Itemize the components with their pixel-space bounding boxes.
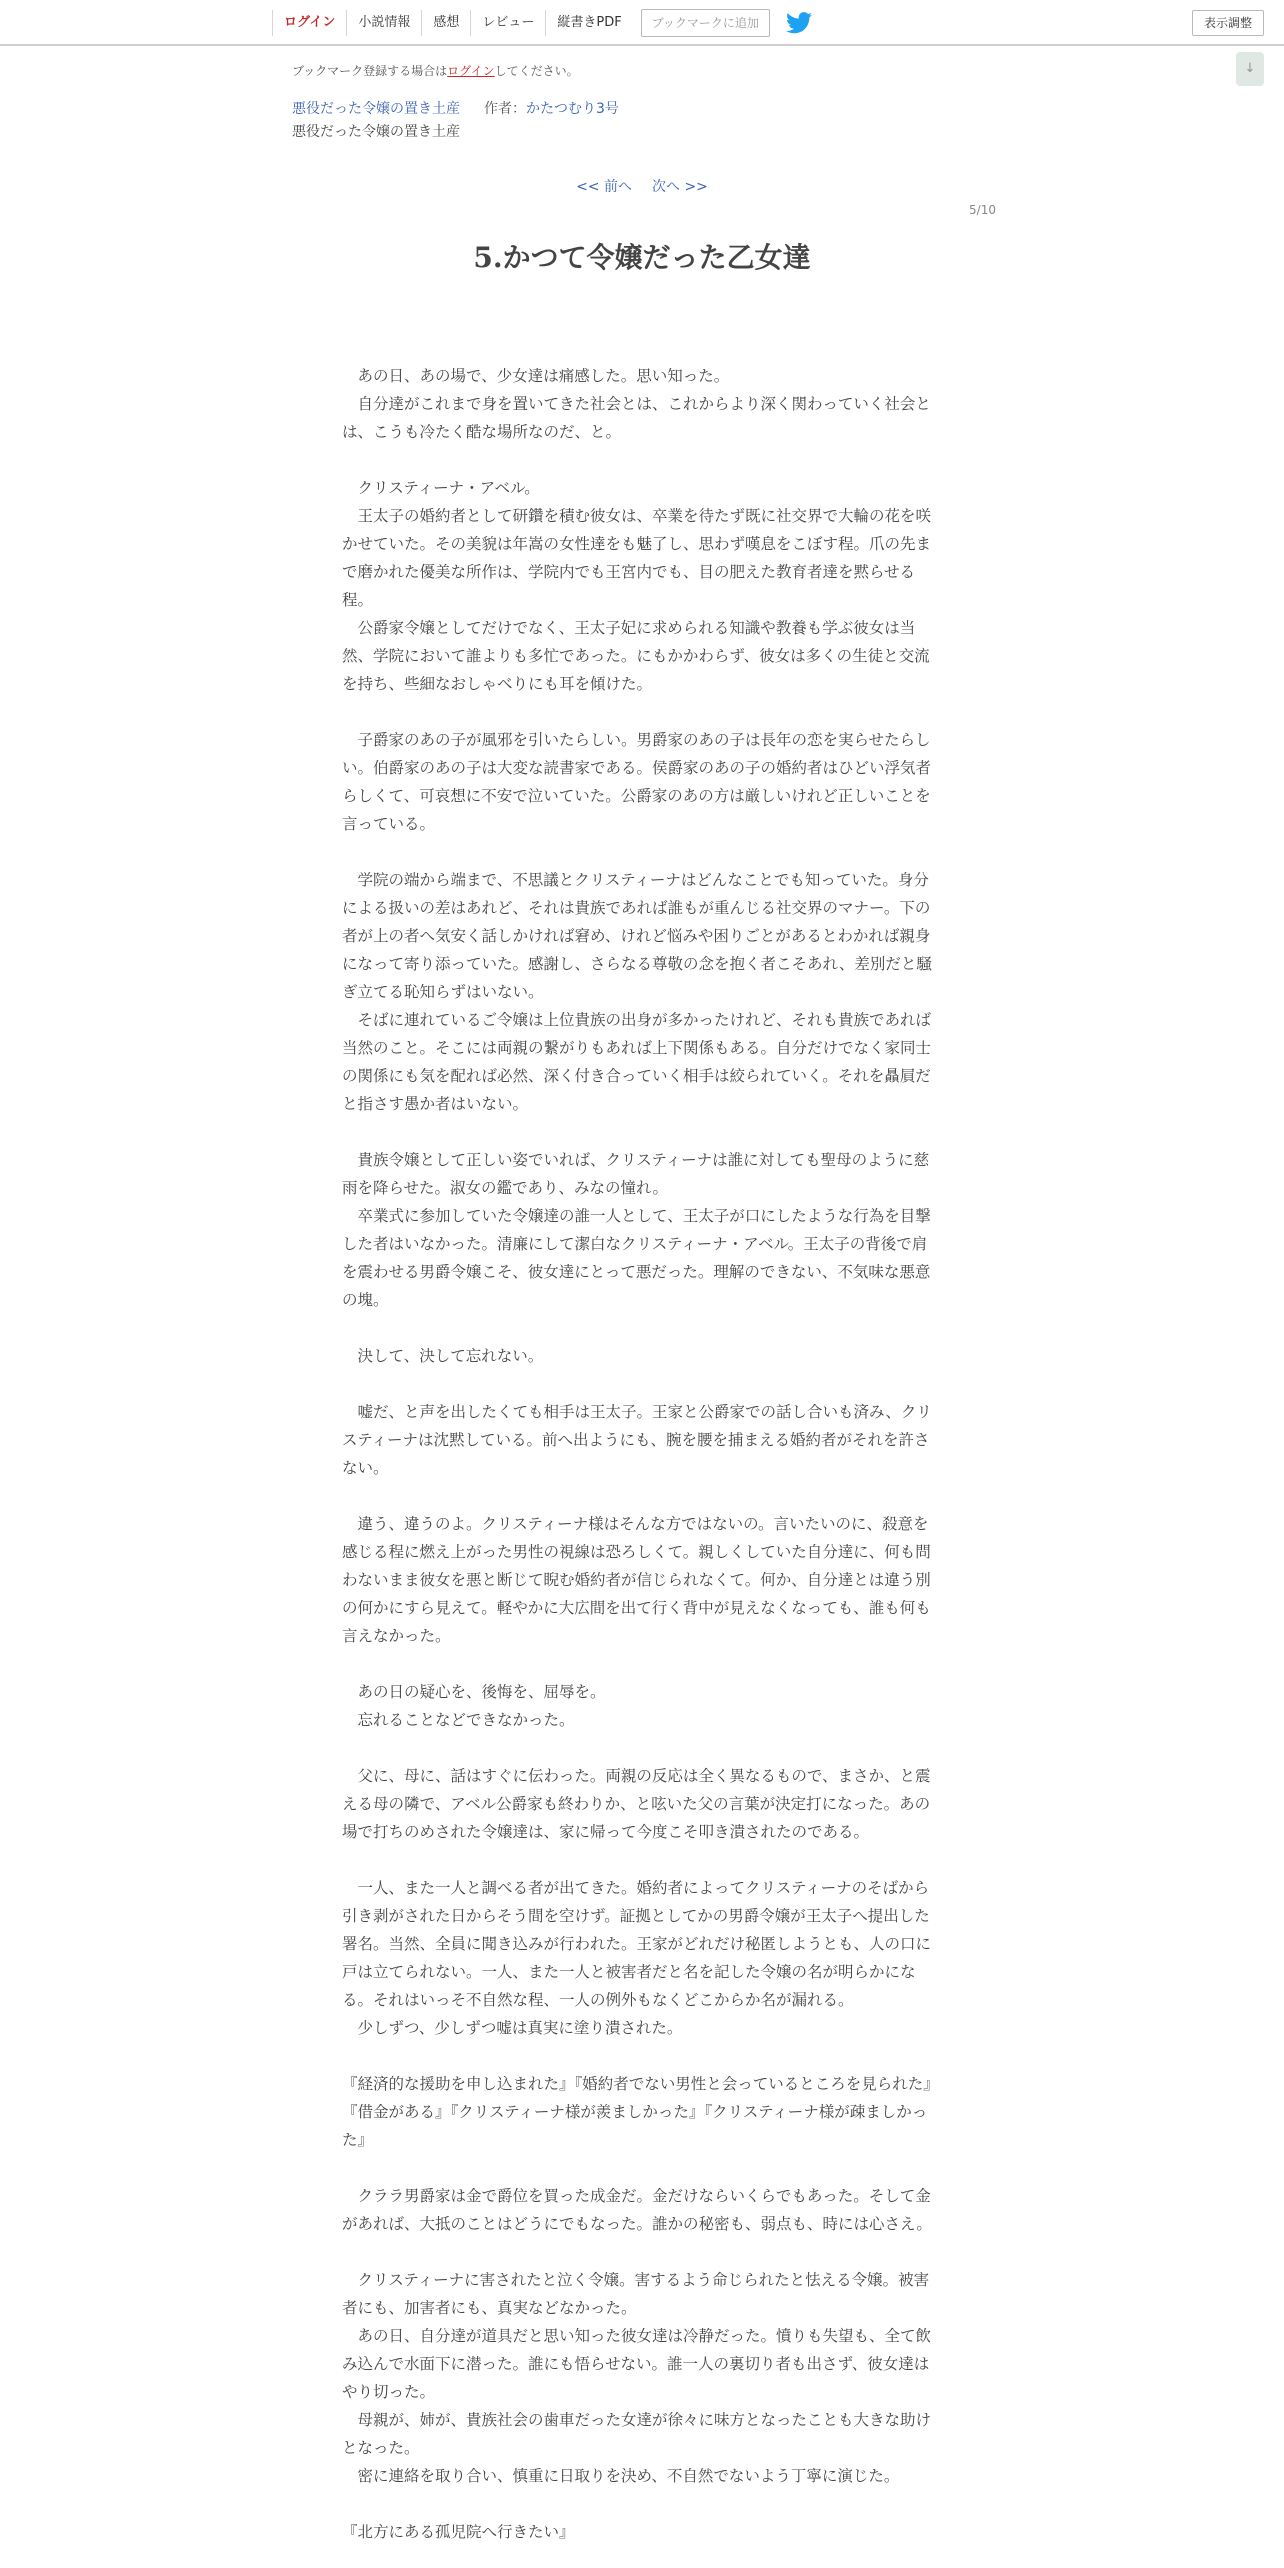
body-line: 少しずつ、少しずつ嘘は真実に塗り潰された。 [342,2019,683,2037]
body-line: あの日、自分達が道具だと思い知った彼女達は冷静だった。憤りも失望も、全て飲み込んで水面下に潜った。誰にも悟らせない。誰一人の裏切り者も出さず、彼女達はやり切った。 [342,2327,932,2401]
impressions-link[interactable]: 感想 [421,10,470,36]
body-line: そばに連れているご令嬢は上位貴族の出身が多かったけれど、それも貴族であれば当然のこと。そこには両親の繋がりもあれば上下関係もある。自分だけでなく家同士の関係にも気を配れば必然、深く付き合っていく相手は絞られていく。それを贔屓だと指さす愚か者はいない。 [342,1011,932,1113]
body-line: 嘘だ、と声を出したくても相手は王太子。王家と公爵家での話し合いも済み、クリスティーナは沈黙している。前へ出ようにも、腕を腰を捕まえる婚約者がそれを許さない。 [342,1403,932,1477]
login-notice-text: ブックマーク登録する場合は [292,64,448,78]
login-notice-link[interactable]: ログイン [447,64,495,78]
body-line [342,1650,936,1678]
body-line [342,2154,936,2182]
body-line: 『北方にある孤児院へ行きたい』 [342,2523,575,2541]
body-line [342,1118,936,1146]
body-line: 学院の端から端まで、不思議とクリスティーナはどんなことでも知っていた。身分による扱いの差はあれど、それは貴族であれば誰もが重んじる社交界のマナー。下の者が上の者へ気安く話しかければ窘め、けれど悩みや困りごとがあるとわかれば親身になって寄り添っていた。感謝し、さらなる尊敬の念を抱く者こそあれ、差別だと騒ぎ立てる恥知らずはいない。 [342,871,932,1001]
author-link[interactable]: かたつむり3号 [526,101,619,117]
body-line: 卒業式に参加していた令嬢達の誰一人として、王太子が口にしたような行為を目撃した者はいなかった。清廉にして潔白なクリスティーナ・アベル。王太子の背後で肩を震わせる男爵令嬢こそ、彼女達にとって悪だった。理解のできない、不気味な悪意の塊。 [342,1207,931,1309]
body-line: 忘れることなどできなかった。 [342,1711,575,1729]
series-subtitle: 悪役だった令嬢の置き土産 [292,124,460,140]
body-line: 父に、母に、話はすぐに伝わった。両親の反応は全く異なるもので、まさか、と震える母の隣で、アベル公爵家も終わりか、と呟いた父の言葉が決定打になった。あの場で打ちのめされた令嬢達は、家に帰って今度こそ叩き潰されたのである。 [342,1767,931,1841]
add-bookmark-button[interactable]: ブックマークに追加 [641,9,770,37]
review-link[interactable]: レビュー [470,10,545,36]
body-line: 違う、違うのよ。クリスティーナ様はそんな方ではないの。言いたいのに、殺意を感じる程に燃え上がった男性の視線は恐ろしくて。親しくしていた自分達に、何も問わないまま彼女を悪と断じて睨む婚約者が信じられなくて。何か、自分達とは違う別の何かにすら見えて。軽やかに大広間を出て行く背中が見えなくなっても、誰も何も言えなかった。 [342,1515,931,1645]
body-line [342,1482,936,1510]
body-line: クリスティーナに害されたと泣く令嬢。害するよう命じられたと怯える令嬢。被害者にも、加害者にも、真実などなかった。 [342,2271,930,2317]
body-line [342,1846,936,1874]
global-nav [272,0,812,46]
login-notice-text-end: してください。 [494,64,579,78]
chapter-pager [0,176,1284,196]
body-line: 密に連絡を取り合い、慎重に日取りを決め、不自然でないよう丁寧に演じた。 [342,2467,900,2485]
body-line: あの日、あの場で、少女達は痛感した。思い知った。 [342,367,730,385]
body-line: 貴族令嬢として正しい姿でいれば、クリスティーナは誰に対しても聖母のように慈雨を降らせた。淑女の鑑であり、みなの憧れ。 [342,1151,930,1197]
body-line: 『経済的な援助を申し込まれた』『婚約者でない男性と会っているところを見られた』『借金がある』『クリスティーナ様が羨ましかった』『クリスティーナ様が疎ましかった』 [342,2075,932,2149]
body-line [342,1734,936,1762]
vertical-pdf-link[interactable]: 縦書きPDF [545,10,632,36]
body-line [342,1370,936,1398]
body-line [342,446,936,474]
prev-chapter-link[interactable]: << 前へ [576,179,632,195]
author-label: 作者： [484,101,526,117]
body-line: 一人、また一人と調べる者が出てきた。婚約者によってクリスティーナのそばから引き剥がされた日からそう間を空けず。証拠としてかの男爵令嬢が王太子へ提出した署名。当然、全員に聞き込みが行われた。王家がどれだけ秘匿しようとも、人の口に戸は立てられない。一人、また一人と被害者だと名を記した令嬢の名が明らかになる。それはいっそ不自然な程、一人の例外もなくどこからか名が漏れる。 [342,1879,932,2009]
scroll-down-button[interactable]: ↓ [1236,52,1264,86]
body-line [342,2490,936,2518]
top-navigation-bar [0,0,1284,46]
login-link[interactable]: ログイン [272,10,346,36]
chapter-title: 5.かつて令嬢だった乙女達 [473,241,811,274]
page-count: 5/10 [969,203,996,217]
novel-info-link[interactable]: 小説情報 [346,10,421,36]
body-line [342,698,936,726]
display-settings-button[interactable]: 表示調整 [1192,10,1264,36]
body-line: クララ男爵家は金で爵位を買った成金だ。金だけならいくらでもあった。そして金があれば、大抵のことはどうにでもなった。誰かの秘密も、弱点も、時には心さえ。 [342,2187,932,2233]
next-chapter-link[interactable]: 次へ >> [652,179,708,195]
bookmark-login-notice [292,62,579,79]
body-line: 母親が、姉が、貴族社会の歯車だった女達が徐々に味方となったことも大きな助けとなった。 [342,2411,932,2457]
body-line: あの日の疑心を、後悔を、屈辱を。 [342,1683,606,1701]
body-line: 王太子の婚約者として研鑽を積む彼女は、卒業を待たず既に社交界で大輪の花を咲かせていた。その美貌は年嵩の女性達をも魅了し、思わず嘆息をこぼす程。爪の先まで磨かれた優美な所作は、学院内でも王宮内でも、目の肥えた教育者達を黙らせる程。 [342,507,932,609]
work-info-line [292,98,619,118]
body-line [342,838,936,866]
body-line [342,1314,936,1342]
body-line: 子爵家のあの子が風邪を引いたらしい。男爵家のあの子は長年の恋を実らせたらしい。伯爵家のあの子は大変な読書家である。侯爵家のあの子の婚約者はひどい浮気者らしくて、可哀想に不安で泣いていた。公爵家のあの方は厳しいけれど正しいことを言っている。 [342,731,932,833]
work-title-link[interactable]: 悪役だった令嬢の置き土産 [292,101,460,117]
body-line: クリスティーナ・アベル。 [342,479,540,497]
body-line: 公爵家令嬢としてだけでなく、王太子妃に求められる知識や教養も学ぶ彼女は当然、学院において誰よりも多忙であった。にもかかわらず、彼女は多くの生徒と交流を持ち、些細なおしゃべりにも耳を傾けた。 [342,619,930,693]
body-line: 決して、決して忘れない。 [342,1347,544,1365]
novel-body [342,334,936,2546]
body-line [342,2042,936,2070]
body-line [342,2238,936,2266]
body-line: 自分達がこれまで身を置いてきた社会とは、これからより深く関わっていく社会とは、こうも冷たく酷な場所なのだ、と。 [342,395,931,441]
twitter-bird-icon[interactable] [786,12,812,34]
body-line [342,334,936,362]
